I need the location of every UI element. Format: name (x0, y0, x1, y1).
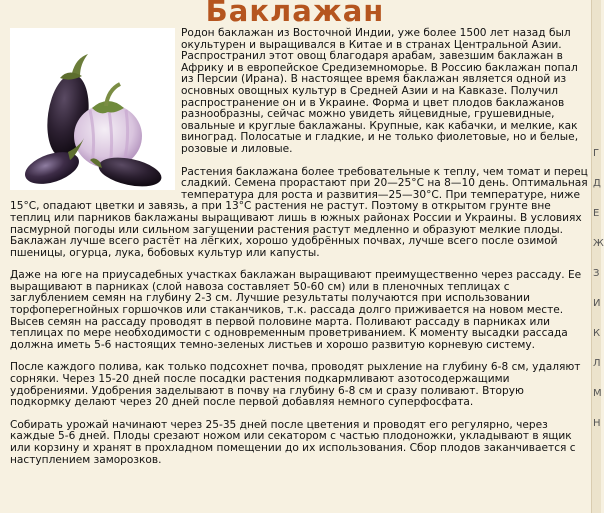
page-title: Баклажан (205, 0, 385, 28)
eggplant-illustration (10, 28, 175, 190)
paragraph-growing-conditions: Растения баклажана более требовательные к теплу, чем томат и перец сладкий. Семена прорастают при 20—25°С на 8—10 день. Оптимальная температура для роста и развития—25—30°С. При температуре, ниже 15°С, опадают цветки и завязь, а при 13°С растения не растут. Поэтому в открытом грунте вне теплиц или парников баклажаны выращивают лишь в южных районах России и Украины. В условиях пасмурной погоды или сильном загущении растения растут медленно и образуют мелкие плоды. Баклажан лучше всего растёт на лёгких, хорошо удобрённых почвах, лучше всего после озимой пшеницы, огурца, лука, бобовых культур или капусты. (10, 165, 588, 259)
article-body (10, 28, 588, 477)
sidebar-letter[interactable]: И (593, 298, 601, 309)
sidebar-letter[interactable]: К (593, 328, 601, 339)
sidebar-letter[interactable]: Е (593, 208, 600, 219)
paragraph-origin: Родон баклажан из Восточной Индии, уже более 1500 лет назад был окультурен и выращивался в Китае и в странах Центральной Азии. Распространил этот овощ благодаря арабам, завезшим баклажан в Африку и в европейское Средиземноморье. В Россию баклажан попал из Персии (Ирана). В настоящее время баклажан является одной из основных овощных культур в Средней Азии и на Кавказе. Получил распространение он и в Украине. Форма и цвет плодов баклажанов разнообразны, сейчас можно увидеть яйцевидные, грушевидные, овальные и круглые баклажаны. Крупные, как кабачки, и мелкие, как виноград. Полосатые и гладкие, и не только фиолетовые, но и белые, розовые и лиловые. (181, 27, 579, 155)
sidebar-letter[interactable]: Н (593, 418, 601, 429)
paragraph-care: После каждого полива, как только подсохнет почва, проводят рыхление на глубину 6-8 см, удаляют сорняки. Через 15-20 дней после посадки растения подкармливают азотосодержащими удобрениями. Удобрения заделывают в почву на глубину 6-8 см и сразу поливают. Вторую подкормку делают через 20 дней после первой добавляя немного суперфосфата. (10, 361, 581, 409)
sidebar-letter[interactable]: Д (593, 178, 601, 189)
sidebar-letter[interactable]: Г (593, 148, 600, 159)
eggplant-photo (10, 28, 175, 190)
paragraph-seedlings: Даже на юге на приусадебных участках баклажан выращивают преимущественно через рассаду. Ее выращивают в парниках (слой навоза составляет 50-60 см) или в пленочных теплицах с заглублением семян на глубину 2-3 см. Лучшие результаты получаются при использовании торфоперегнойных горшочков или стаканчиков, т.к. рассада долго приживается на новом месте. Высев семян на рассаду проводят в первой половине марта. Поливают рассаду в парниках или теплицах по мере необходимости с одновременным проветриванием. К моменту высадки рассада должна иметь 5-6 настоящих темно-зеленых листьев и хорошо развитую корневую систему. (10, 269, 582, 351)
sidebar-letter[interactable]: Ж (593, 238, 604, 249)
sidebar-letter[interactable]: Л (593, 358, 601, 369)
paragraph-harvest: Собирать урожай начинают через 25-35 дней после цветения и проводят его регулярно, через каждые 5-6 дней. Плоды срезают ножом или секатором с частью плодоножки, укладывают в ящик или корзину и хранят в прохладном помещении до их использования. Сбор плодов заканчивается с наступлением заморозков. (10, 418, 576, 466)
sidebar-letter[interactable]: М (593, 388, 602, 399)
sidebar-letter[interactable]: З (593, 268, 600, 279)
right-sidebar-alphabet (591, 0, 604, 513)
